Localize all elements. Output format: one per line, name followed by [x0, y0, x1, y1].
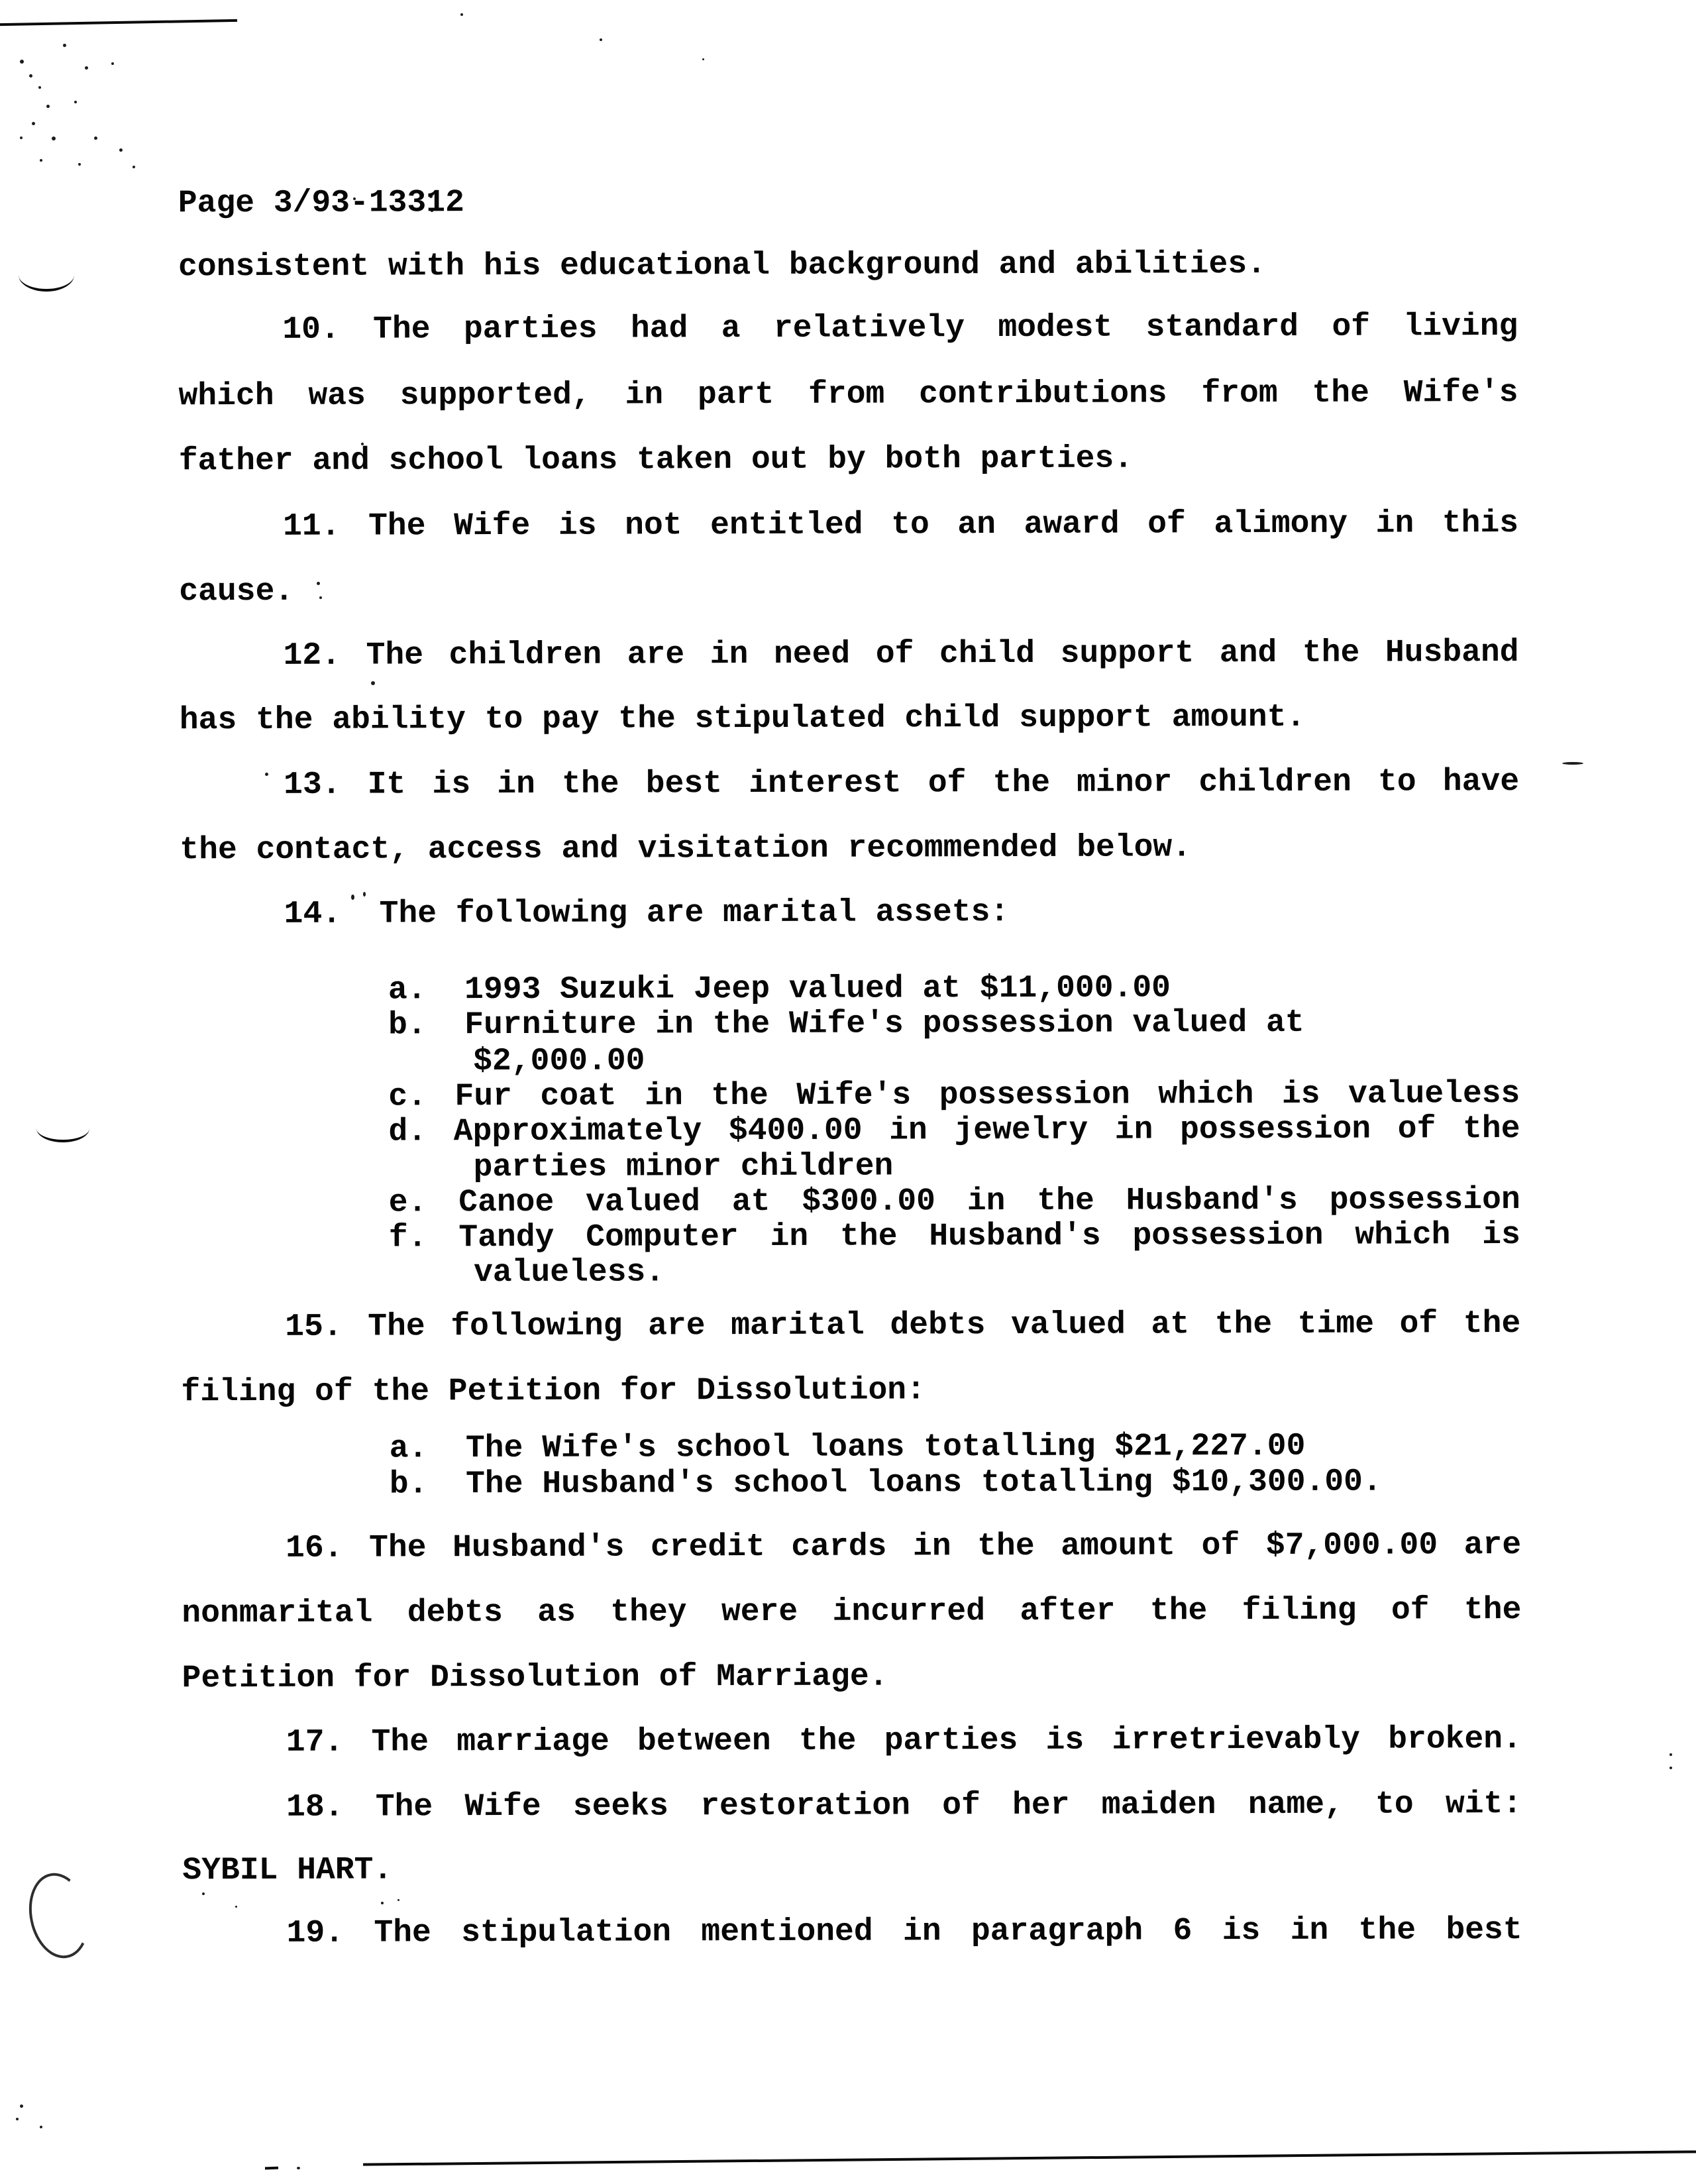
para17-line1: 17. The marriage between the parties is irretrievably broken.: [286, 1721, 1522, 1761]
asset-item-f: f. Tandy Computer in the Husband's possession which is: [388, 1217, 1520, 1256]
asset-item-c: c. Fur coat in the Wife's possession which is valueless: [388, 1075, 1520, 1115]
para10-line1: 10. The parties had a relatively modest standard of living: [282, 309, 1518, 348]
para18-line1: 18. The Wife seeks restoration of her maiden name, to wit:: [286, 1786, 1522, 1826]
para16-line3: Petition for Dissolution of Marriage.: [182, 1659, 888, 1697]
para14-line1: 14. The following are marital assets:: [284, 895, 1010, 932]
debt-item-b: b. The Husband's school loans totalling $10,300.00.: [389, 1464, 1382, 1503]
para12-line1: 12. The children are in need of child support and the Husband: [283, 635, 1519, 674]
asset-item-d-wrap: parties minor children: [473, 1148, 894, 1186]
para11-line2: cause.: [179, 573, 294, 610]
para16-line2: nonmarital debts as they were incurred after the filing of the: [182, 1592, 1522, 1632]
asset-item-e: e. Canoe valued at $300.00 in the Husband's possession: [388, 1181, 1520, 1221]
para16-line1: 16. The Husband's credit cards in the amount of $7,000.00 are: [286, 1527, 1522, 1566]
para13-line2: the contact, access and visitation recommended below.: [180, 830, 1192, 869]
debt-item-a: a. The Wife's school loans totalling $21,227.00: [389, 1428, 1306, 1467]
page-header: Page 3/93-13312: [178, 185, 464, 222]
para10-line2: which was supported, in part from contributions from the Wife's: [178, 375, 1518, 415]
asset-item-b: b. Furniture in the Wife's possession valued at: [388, 1005, 1304, 1044]
para15-line2: filing of the Petition for Dissolution:: [181, 1372, 926, 1411]
para13-line1: 13. It is in the best interest of the minor children to have: [284, 764, 1520, 803]
para9-cont-line: consistent with his educational background and abilities.: [178, 246, 1266, 286]
para12-line2: has the ability to pay the stipulated child support amount.: [179, 699, 1306, 739]
asset-item-b-wrap: $2,000.00: [473, 1043, 645, 1080]
para11-line1: 11. The Wife is not entitled to an award of alimony in this: [283, 506, 1519, 545]
para18-line2: SYBIL HART.: [182, 1852, 393, 1889]
asset-item-a: a. 1993 Suzuki Jeep valued at $11,000.00: [388, 970, 1171, 1009]
para15-line1: 15. The following are marital debts valued at the time of the: [285, 1305, 1521, 1345]
para19-line1: 19. The stipulation mentioned in paragraph 6 is in the best: [286, 1912, 1522, 1951]
asset-item-d: d. Approximately $400.00 in jewelry in possession of the: [388, 1111, 1520, 1150]
para10-line3: father and school loans taken out by both parties.: [178, 441, 1134, 480]
asset-item-f-wrap: valueless.: [473, 1254, 665, 1291]
